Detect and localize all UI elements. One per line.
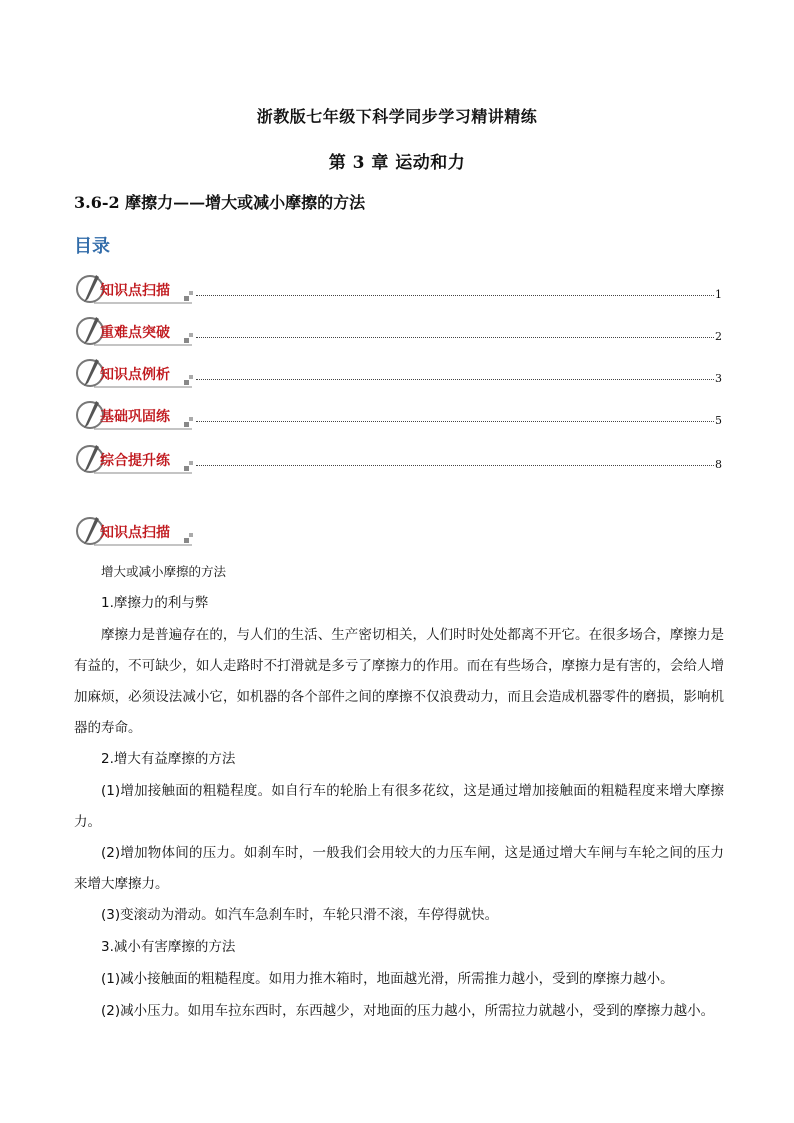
toc-entry[interactable] — [74, 314, 724, 348]
toc-entry-label: 重难点突破 — [100, 325, 170, 341]
body-paragraph: 3.减小有害摩擦的方法 — [101, 939, 236, 955]
toc-entry-label: 知识点例析 — [100, 367, 170, 383]
toc-page-number: 3 — [715, 372, 722, 385]
toc-page-number: 1 — [715, 288, 722, 301]
body-paragraph: (2)增加物体间的压力。如刹车时，一般我们会用较大的力压车闸，这是通过增大车闸与车轮之间的压力来增大摩擦力。 — [74, 845, 724, 892]
toc-entry[interactable] — [74, 442, 724, 476]
toc-entry[interactable] — [74, 356, 724, 390]
toc-page-number: 8 — [715, 458, 722, 471]
toc-heading: 目录 — [74, 236, 110, 257]
toc-leader-dots — [196, 465, 714, 466]
toc-badge — [74, 314, 199, 348]
toc-entry-label: 知识点扫描 — [100, 283, 170, 299]
body-paragraph: (1)减小接触面的粗糙程度。如用力推木箱时，地面越光滑，所需推力越小，受到的摩擦力越小。 — [101, 971, 674, 987]
body-paragraph: 1.摩擦力的利与弊 — [101, 595, 209, 611]
knowledge-scan-badge — [74, 514, 199, 548]
toc-leader-dots — [196, 295, 714, 296]
body-paragraph: 增大或减小摩擦的方法 — [101, 564, 227, 579]
body-paragraph: (1)增加接触面的粗糙程度。如自行车的轮胎上有很多花纹，这是通过增加接触面的粗糙程度来增大摩擦力。 — [74, 783, 724, 830]
toc-leader-dots — [196, 337, 714, 338]
toc-entry[interactable] — [74, 398, 724, 432]
toc-badge — [74, 272, 199, 306]
toc-badge — [74, 442, 199, 476]
body-paragraph: (2)减小压力。如用车拉东西时，东西越少，对地面的压力越小，所需拉力就越小，受到的摩擦力越小。 — [101, 1003, 715, 1019]
toc-entry[interactable] — [74, 272, 724, 306]
document-title: 浙教版七年级下科学同步学习精讲精练 — [256, 107, 538, 126]
toc-leader-dots — [196, 379, 714, 380]
toc-page-number: 2 — [715, 330, 722, 343]
chapter-title: 第 3 章 运动和力 — [328, 153, 466, 173]
body-paragraph: 摩擦力是普遍存在的，与人们的生活、生产密切相关，人们时时处处都离不开它。在很多场合，摩擦力是有益的，不可缺少，如人走路时不打滑就是多亏了摩擦力的作用。而在有些场合，摩擦力是有害的，会给人增加麻烦，必须设法减小它，如机器的各个部件之间的摩擦不仅浪费动力，而且会造成机器零件的磨损，影响机器的寿命。 — [74, 627, 724, 736]
toc-leader-dots — [196, 421, 714, 422]
toc-entry-label: 基础巩固练 — [100, 409, 170, 425]
toc-entry-label: 综合提升练 — [100, 453, 170, 469]
toc-badge — [74, 356, 199, 390]
body-paragraph: (3)变滚动为滑动。如汽车急刹车时，车轮只滑不滚，车停得就快。 — [101, 907, 499, 923]
toc-page-number: 5 — [715, 414, 722, 427]
toc-badge — [74, 398, 199, 432]
badge-label: 知识点扫描 — [100, 525, 170, 541]
section-heading: 3.6-2 摩擦力——增大或减小摩擦的方法 — [74, 193, 366, 212]
body-paragraph: 2.增大有益摩擦的方法 — [101, 751, 236, 767]
